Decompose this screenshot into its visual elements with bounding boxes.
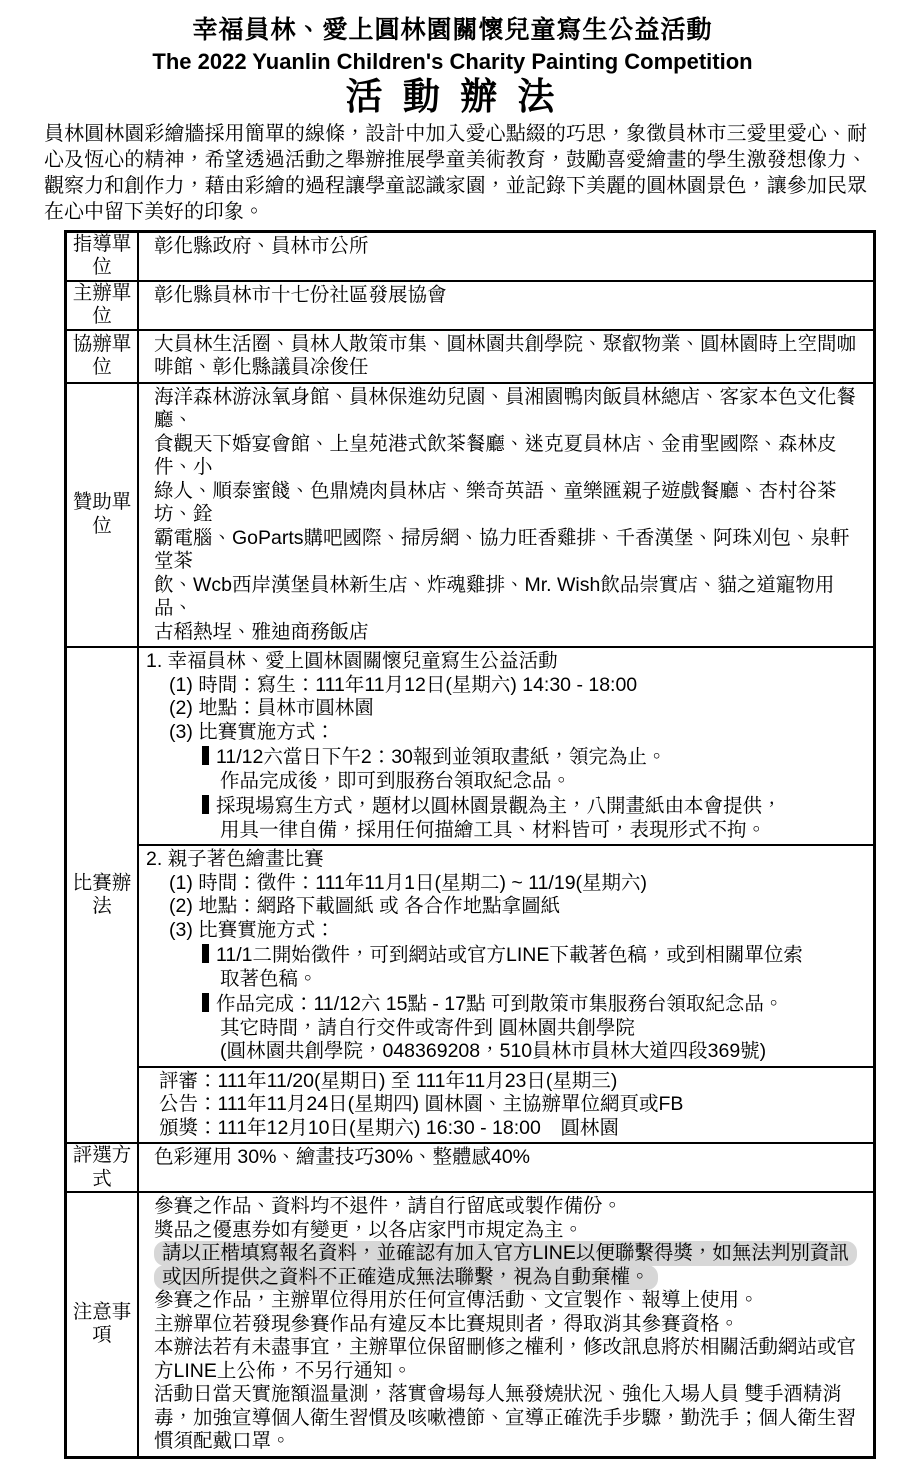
text-line (139, 793, 873, 819)
content-block (139, 844, 873, 1066)
text-line (139, 650, 873, 674)
text-line (139, 333, 873, 380)
text-line (139, 433, 873, 480)
content-block (139, 282, 873, 310)
text-line (139, 1336, 873, 1383)
table-row (67, 280, 873, 329)
rules-table (64, 230, 876, 1459)
content-block (139, 1193, 873, 1456)
highlighted-notice-text: 請以正楷填寫報名資料，並確認有加入官方LINE以便聯繫得獎，如無法判別資訊或因所提供之資料不正確造成無法聯繫，視為自動棄權。 (154, 1241, 857, 1290)
line-text: 頒獎：111年12月10日(星期六) 16:30 - 18:00 圓林園 (159, 1116, 619, 1139)
row-label: 贊助單位 (72, 491, 132, 537)
line-text: 綠人、順泰蜜餞、色鼎燒肉員林店、樂奇英語、童樂匯親子遊戲餐廳、杏村谷茶坊、銓 (154, 479, 837, 526)
text-line (139, 235, 873, 259)
text-line (139, 1219, 873, 1243)
line-text: 大員林生活圈、員林人散策市集、圓林園共創學院、聚叡物業、圓林園時上空間咖啡館、彰化縣議員凃俊任 (154, 332, 857, 379)
line-text: (1) 時間：寫生：111年11月12日(星期六) 14:30 - 18:00 (169, 673, 638, 696)
line-text: 採現場寫生方式，題材以圓林園景觀為主，八開畫紙由本會提供， (216, 795, 782, 818)
row-label-cell (67, 1193, 139, 1456)
line-text: 參賽之作品、資料均不退件，請自行留底或製作備份。 (154, 1195, 623, 1218)
text-line (139, 1146, 873, 1170)
line-text: 彰化縣政府、員林市公所 (154, 234, 369, 257)
line-text: 海洋森林游泳氧身館、員林保進幼兒園、員湘園鴨肉飯員林總店、客家本色文化餐廳、 (154, 385, 857, 432)
row-content-cell (139, 331, 873, 382)
content-block (139, 233, 873, 261)
row-label-cell (67, 648, 139, 1142)
bullet-bar-icon (202, 944, 209, 963)
table-row (67, 1191, 873, 1456)
row-content-cell (139, 1193, 873, 1456)
line-text: 11/1二開始徵件，可到網站或官方LINE下載著色稿，或到相關單位索 (216, 944, 803, 967)
content-block (139, 384, 873, 647)
bullet-bar-icon (202, 795, 209, 814)
content-block (139, 331, 873, 382)
line-text: 主辦單位若發現參賽作品有違反本比賽規則者，得取消其參賽資格。 (154, 1312, 740, 1335)
line-text: 色彩運用 30%、繪畫技巧30%、整體感40% (154, 1146, 531, 1169)
text-line (139, 674, 873, 698)
line-text: 評審：111年11/20(星期日) 至 111年11月23日(星期三) (159, 1069, 618, 1092)
row-content-cell (139, 233, 873, 280)
page-subtitle-english: The 2022 Yuanlin Children's Charity Painting Competition (152, 48, 753, 74)
row-content-cell (139, 1144, 873, 1191)
text-line (139, 1242, 873, 1289)
text-line (139, 1313, 873, 1337)
text-line (139, 819, 873, 843)
line-text: (3) 比賽實施方式： (169, 720, 335, 743)
line-text: 2. 親子著色繪畫比賽 (146, 848, 324, 871)
line-text: 活動日當天實施額溫量測，落實會場每人無發燒狀況、強化入場人員 雙手酒精消毒，加強宣導個人衛生習慣及咳嗽禮節、宣導正確洗手步驟，勤洗手；個人衛生習慣須配戴口罩。 (154, 1383, 857, 1453)
row-label: 評選方式 (72, 1144, 132, 1190)
text-line (139, 1117, 873, 1141)
text-line (139, 991, 873, 1017)
content-block (139, 1144, 873, 1172)
line-text: 用具一律自備，採用任何描繪工具、材料皆可，表現形式不拘。 (220, 818, 767, 841)
table-row (67, 233, 873, 280)
line-text: 公告：111年11月24日(星期四) 圓林園、主協辦單位網頁或FB (159, 1093, 684, 1116)
text-line (139, 697, 873, 721)
line-text: 食觀天下婚宴會館、上皇苑港式飲茶餐廳、迷克夏員林店、金甫聖國際、森林皮件、小 (154, 432, 837, 479)
text-line (139, 770, 873, 794)
row-label: 指導單位 (72, 232, 132, 279)
table-row (67, 329, 873, 382)
content-block (139, 1066, 873, 1143)
text-line (139, 1017, 873, 1041)
row-label: 注意事項 (72, 1300, 132, 1347)
line-text: 霸電腦、GoParts購吧國際、掃房網、協力旺香雞排、千香漢堡、阿珠刈包、泉軒堂茶 (154, 526, 850, 573)
table-row (67, 382, 873, 647)
row-label-cell (67, 384, 139, 647)
line-text: 參賽之作品，主辦單位得用於任何宣傳活動、文宣製作、報導上使用。 (154, 1289, 759, 1312)
line-text: 作品完成：11/12六 15點 - 17點 可到散策市集服務台領取紀念品。 (216, 993, 784, 1016)
row-content-cell (139, 282, 873, 329)
line-text: 古稻熱埕、雅迪商務飯店 (154, 620, 369, 643)
row-label-cell (67, 331, 139, 382)
text-line (139, 284, 873, 308)
text-line (139, 872, 873, 896)
line-text: (1) 時間：徵件：111年11月1日(星期二) ~ 11/19(星期六) (169, 871, 648, 894)
text-line (139, 574, 873, 621)
line-text: (2) 地點：員林市圓林園 (169, 697, 374, 720)
table-row (67, 1142, 873, 1191)
content-block (139, 648, 873, 844)
text-line (139, 1289, 873, 1313)
line-text: 作品完成後，即可到服務台領取紀念品。 (220, 769, 572, 792)
row-content-cell (139, 384, 873, 647)
text-line (139, 527, 873, 574)
text-line (139, 621, 873, 645)
row-label: 比賽辦法 (72, 871, 132, 918)
row-label-cell (67, 1144, 139, 1191)
line-text: 彰化縣員林市十七份社區發展協會 (154, 283, 447, 306)
text-line (139, 942, 873, 968)
table-row (67, 646, 873, 1142)
text-line (139, 919, 873, 943)
text-line (139, 480, 873, 527)
line-text: (3) 比賽實施方式： (169, 918, 335, 941)
text-line (139, 1195, 873, 1219)
text-line (139, 386, 873, 433)
text-line (139, 895, 873, 919)
line-text: (圓林園共創學院，048369208，510員林市員林大道四段369號) (220, 1040, 767, 1063)
bullet-bar-icon (202, 746, 209, 765)
intro-paragraph: 員林圓林園彩繪牆採用簡單的線條，設計中加入愛心點綴的巧思，象徵員林市三愛里愛心、耐心及恆心的精神，希望透過活動之舉辦推展學童美術教育，鼓勵喜愛繪畫的學生激發想像力、觀察力和創作力，藉由彩繪的過程讓學童認識家園，並記錄下美麗的圓林園景色，讓參加民眾在心中留下美好的印象。 (44, 122, 867, 223)
line-text: 飲、Wcb西岸漢堡員林新生店、炸魂雞排、Mr. Wish飲品崇實店、貓之道寵物用品、 (154, 573, 835, 620)
text-line (139, 1383, 873, 1454)
line-text: 11/12六當日下午2：30報到並領取畫紙，領完為止。 (216, 746, 667, 769)
line-text: 本辦法若有未盡事宜，主辦單位保留刪修之權利，修改訊息將於相關活動網站或官方LINE上公佈，不另行通知。 (154, 1336, 857, 1382)
text-line (139, 744, 873, 770)
line-text: 獎品之優惠券如有變更，以各店家門市規定為主。 (154, 1218, 584, 1241)
row-content-cell (139, 648, 873, 1142)
line-text: 取著色稿。 (220, 967, 318, 990)
text-line (139, 1093, 873, 1117)
row-label-cell (67, 282, 139, 329)
row-label: 主辦單位 (72, 281, 132, 328)
line-text: 其它時間，請自行交件或寄件到 圓林園共創學院 (220, 1016, 635, 1039)
text-line (139, 1070, 873, 1094)
bullet-bar-icon (202, 993, 209, 1012)
row-label: 協辦單位 (72, 332, 132, 379)
text-line (139, 968, 873, 992)
line-text: 1. 幸福員林、愛上圓林園關懷兒童寫生公益活動 (146, 650, 558, 673)
page-title: 幸福員林、愛上圓林園關懷兒童寫生公益活動 (192, 16, 713, 44)
text-line (139, 848, 873, 872)
text-line (139, 1040, 873, 1064)
text-line (139, 721, 873, 745)
section-heading: 活 動 辦 法 (345, 76, 560, 118)
line-text: (2) 地點：網路下載圖紙 或 各合作地點拿圖紙 (169, 895, 561, 918)
row-label-cell (67, 233, 139, 280)
